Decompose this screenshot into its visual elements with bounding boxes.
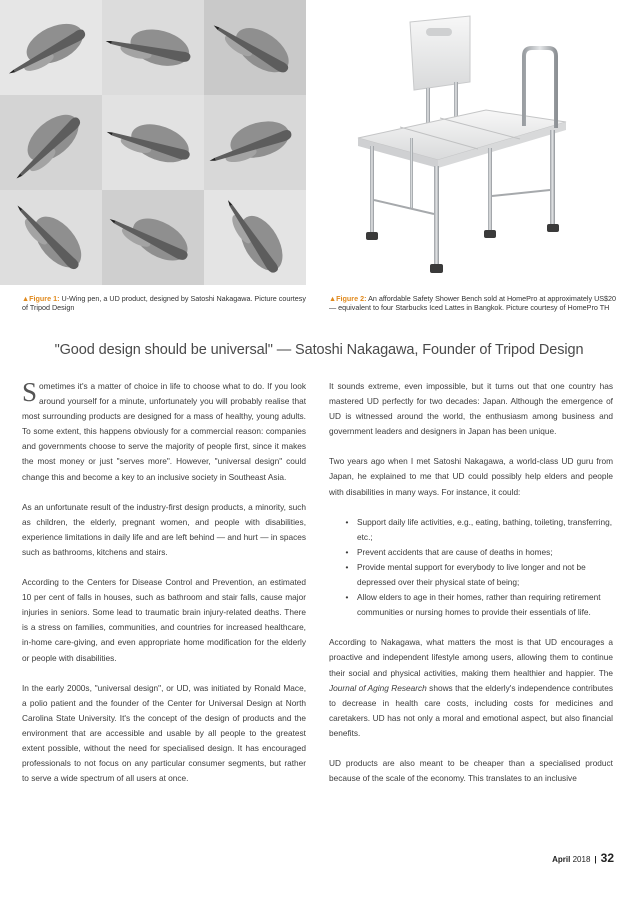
left-paragraph-2: As an unfortunate result of the industry-first design products, a minority, such as children, the elderly, pregnant women, and people with disabilities, experience limitations in daily life and are left behind — and hurt — in spaces such as bathrooms, kitchens and stairs. xyxy=(22,501,306,557)
shower-bench-image xyxy=(318,0,638,285)
pen-grip-photo xyxy=(0,0,102,95)
benefits-list xyxy=(329,515,613,621)
pen-grip-photo xyxy=(0,190,102,285)
pen-grip-photo xyxy=(204,0,306,95)
figure-2-shower-bench xyxy=(318,0,638,285)
folio-month: April xyxy=(552,855,571,864)
hand-holding-pen-image xyxy=(102,190,204,285)
list-item: • Prevent accidents that are cause of deaths in homes; xyxy=(353,545,613,560)
pen-grip-photo xyxy=(0,95,102,190)
hand-holding-pen-image xyxy=(0,190,102,285)
list-item: • Provide mental support for everybody to live longer and not be depressed over their physical state of being; xyxy=(353,560,613,590)
page-folio xyxy=(552,851,614,865)
drop-cap: S xyxy=(22,377,38,407)
hand-holding-pen-image xyxy=(204,0,306,95)
right-paragraph-1: It sounds extreme, even impossible, but it turns out that one country has mastered UD perfectly for two decades: Japan. Although the emergence of UD is witnessed around the world, the enthusiasm among business and government leaders and designers in Japan has been unique. xyxy=(329,381,613,437)
page-number: 32 xyxy=(600,851,614,865)
pen-grip-photo xyxy=(204,95,306,190)
pen-grip-photo xyxy=(102,0,204,95)
right-paragraph-4: UD products are also meant to be cheaper than a specialised product because of the scale of the economy. This translates to an inclusive xyxy=(329,757,613,784)
pen-grip-photo xyxy=(102,95,204,190)
hand-holding-pen-image xyxy=(204,190,306,285)
figure-2-caption xyxy=(329,294,619,312)
figure-2-caption-text: An affordable Safety Shower Bench sold at HomePro at approximately US$20 — equivalent to four Starbucks Iced Lattes in Bangkok. Picture courtesy of HomePro TH xyxy=(329,294,617,312)
list-item: • Support daily life activities, e.g., eating, bathing, toileting, transferring, etc.; xyxy=(353,515,613,545)
figure-1-pen-grid xyxy=(0,0,306,285)
hand-holding-pen-image xyxy=(204,95,306,190)
pen-grip-photo xyxy=(204,190,306,285)
pen-grip-photo xyxy=(102,190,204,285)
folio-separator: | xyxy=(594,855,597,864)
hand-holding-pen-image xyxy=(0,95,102,190)
left-paragraph-4: In the early 2000s, "universal design", or UD, was initiated by Ronald Mace, a polio patient and the founder of the Center for Universal Design at North Carolina State University. It's the concept of the design of products and the environment that are accessible and usable by all people to the greatest extent possible, without the need for specialised design. It has encouraged professionals to not focus on any particular consumer segments, but rather to serve a wide spectrum of all users at once. xyxy=(22,682,306,784)
figure-2-caption-lead: ▲Figure 2: xyxy=(329,294,367,303)
hand-holding-pen-image xyxy=(0,0,102,95)
left-column xyxy=(22,379,306,801)
right-paragraph-3 xyxy=(329,635,613,741)
hand-holding-pen-image xyxy=(102,95,204,190)
left-paragraph-1 xyxy=(22,379,306,485)
figure-1-caption-lead: ▲Figure 1: xyxy=(22,294,60,303)
folio-year: 2018 xyxy=(572,855,591,864)
left-paragraph-1-text: ometimes it's a matter of choice in life to choose what to do. If you look around yourself for a minute, unfortunately you will probably realise that most surrounding products are designed for a mass of healthy, young adults. To some extent, this happens obviously for a commercial reason: companies and governments choose to serve the majority of people first, since it makes the most money or just "serves more". However, "universal design" could change this and become a key to an inclusive society in Southeast Asia. xyxy=(22,381,306,482)
hand-holding-pen-image xyxy=(102,0,204,95)
right-paragraph-2: Two years ago when I met Satoshi Nakagawa, a world-class UD guru from Japan, he explained to me that UD could possibly help elders and people with disabilities in many ways. For instance, it could: xyxy=(329,456,613,497)
figure-1-caption-text: U-Wing pen, a UD product, designed by Satoshi Nakagawa. Picture courtesy of Tripod Design xyxy=(22,294,306,312)
journal-title: Journal of Aging Research xyxy=(329,682,427,693)
pull-quote: "Good design should be universal" — Satoshi Nakagawa, Founder of Tripod Design xyxy=(54,342,584,358)
right-paragraph-3-text-a: According to Nakagawa, what matters the most is that UD encourages a proactive and independent lifestyle among users, allowing them to continue their social and physical activities, making them healthier and happier. The xyxy=(329,637,613,678)
left-paragraph-3: According to the Centers for Disease Control and Prevention, an estimated 10 per cent of falls in houses, such as bathroom and stair falls, cause major injuries in seniors. Some lead to traumatic brain injury-related deaths. There is a stress on families, communities, and countries for increased healthcare, in-home care-giving, and even appropriate home modification for the elderly or people with disabilities. xyxy=(22,577,306,663)
right-column xyxy=(329,379,613,801)
list-item: • Allow elders to age in their homes, rather than requiring retirement communities or nursing homes to provide their essentials of life. xyxy=(353,590,613,620)
right-paragraph-3-text-b: shows that the elderly's independence contributes to decrease in health care costs, including costs for medicines and caretakers. UD has not only a moral and emotional aspect, but also financial benefits. xyxy=(329,682,613,738)
figure-1-caption xyxy=(22,294,312,312)
